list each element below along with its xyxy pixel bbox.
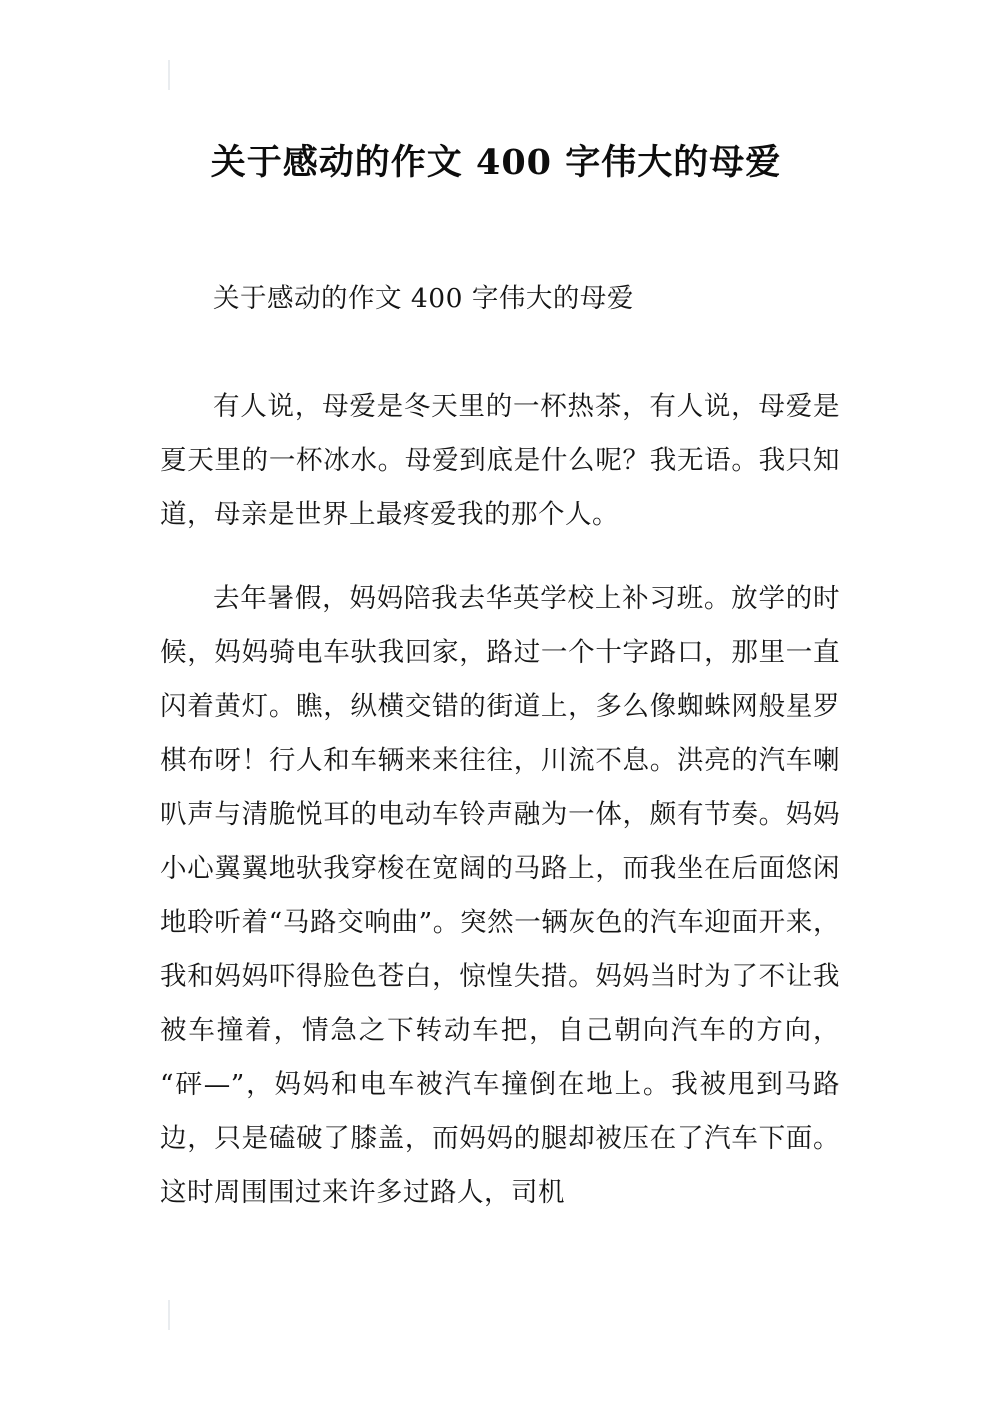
scan-margin-mark-top bbox=[168, 60, 170, 90]
document-body bbox=[160, 272, 840, 1220]
page-title: 关于感动的作文 400 字伟大的母爱 bbox=[210, 142, 782, 184]
paragraph-heading-line: 关于感动的作文 400 字伟大的母爱 bbox=[213, 283, 634, 314]
paragraph-1: 有人说，母爱是冬天里的一杯热茶，有人说，母爱是夏天里的一杯冰水。母爱到底是什么呢？我无语。我只知道，母亲是世界上最疼爱我的那个人。 bbox=[160, 391, 840, 530]
paragraph-2: 去年暑假，妈妈陪我去华英学校上补习班。放学的时候，妈妈骑电车驮我回家，路过一个十字路口，那里一直闪着黄灯。瞧，纵横交错的街道上，多么像蜘蛛网般星罗棋布呀！行人和车辆来来往往，川流不息。洪亮的汽车喇叭声与清脆悦耳的电动车铃声融为一体，颇有节奏。妈妈小心翼翼地驮我穿梭在宽阔的马路上，而我坐在后面悠闲地聆听着“马路交响曲”。突然一辆灰色的汽车迎面开来，我和妈妈吓得脸色苍白，惊惶失措。妈妈当时为了不让我被车撞着，情急之下转动车把，自己朝向汽车的方向，“砰—”，妈妈和电车被汽车撞倒在地上。我被甩到马路边，只是磕破了膝盖，而妈妈的腿却被压在了汽车下面。这时周围围过来许多过路人，司机 bbox=[160, 583, 840, 1208]
scan-margin-mark-bottom bbox=[168, 1300, 170, 1330]
